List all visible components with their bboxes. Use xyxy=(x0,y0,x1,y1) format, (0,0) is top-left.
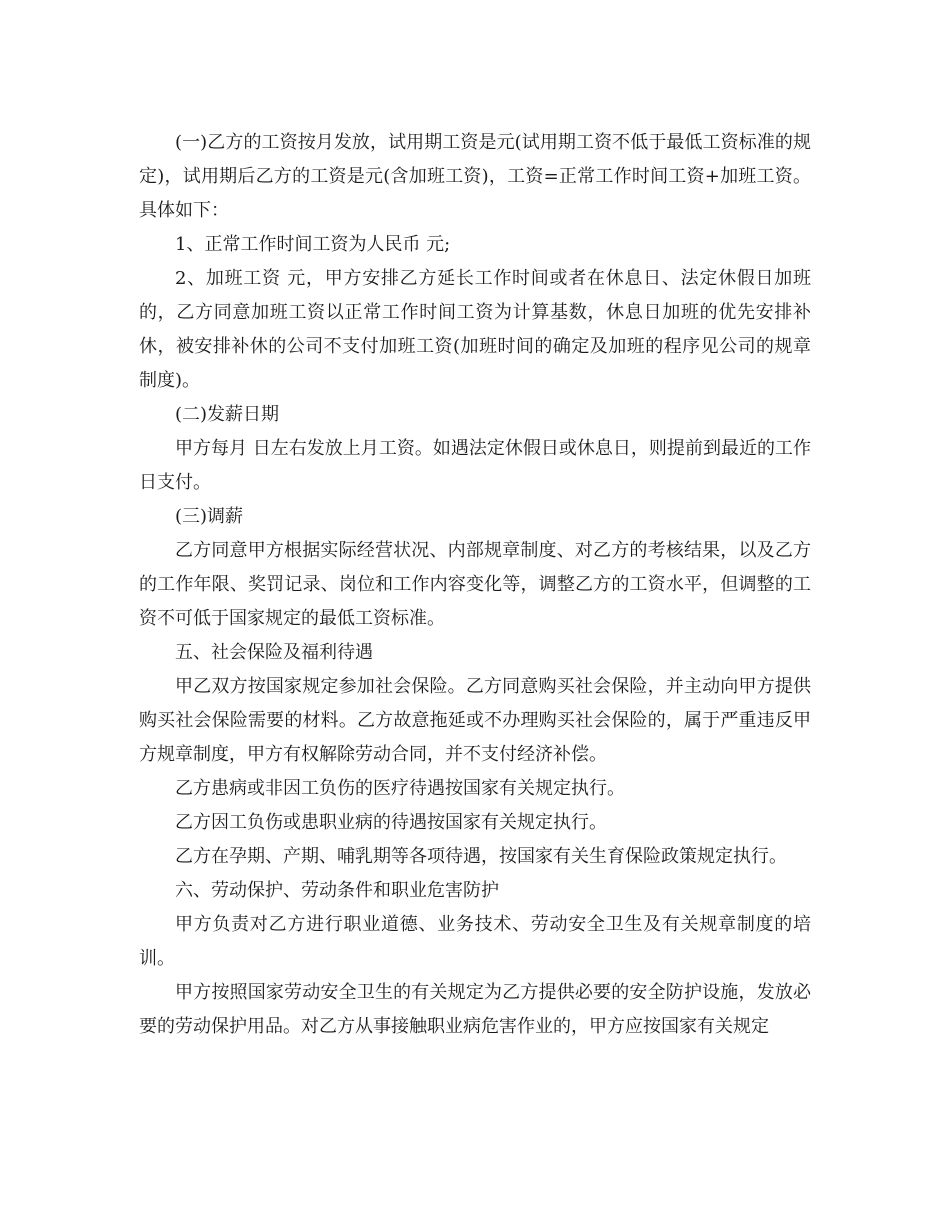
paragraph-training: 甲方负责对乙方进行职业道德、业务技术、劳动安全卫生及有关规章制度的培训。 xyxy=(139,914,811,969)
paragraph-work-injury: 乙方因工负伤或患职业病的待遇按国家有关规定执行。 xyxy=(175,812,607,833)
paragraph-social-insurance: 甲乙双方按国家规定参加社会保险。乙方同意购买社会保险，并主动向甲方提供购买社会保险需要的材料。乙方故意拖延或不办理购买社会保险的，属于严重违反甲方规章制度，甲方有权解除劳动合同，并不支付经济补偿。 xyxy=(139,676,811,765)
paragraph-safety-equipment: 甲方按照国家劳动安全卫生的有关规定为乙方提供必要的安全防护设施，发放必要的劳动保护用品。对乙方从事接触职业病危害作业的，甲方应按国家有关规定 xyxy=(139,982,811,1037)
paragraph-wage-payment: (一)乙方的工资按月发放，试用期工资是元(试用期工资不低于最低工资标准的规定)，试用期后乙方的工资是元(含加班工资)，工资=正常工作时间工资+加班工资。具体如下： xyxy=(139,132,811,221)
heading-social-insurance: 五、社会保险及福利待遇 xyxy=(175,642,373,663)
paragraph-pay-date: 甲方每月 日左右发放上月工资。如遇法定休假日或休息日，则提前到最近的工作日支付。 xyxy=(139,438,811,493)
paragraph-salary-adjustment: 乙方同意甲方根据实际经营状况、内部规章制度、对乙方的考核结果，以及乙方的工作年限、奖罚记录、岗位和工作内容变化等，调整乙方的工资水平，但调整的工资不可低于国家规定的最低工资标准。 xyxy=(139,540,811,629)
heading-pay-date: (二)发薪日期 xyxy=(175,404,280,425)
paragraph-normal-wage: 1、正常工作时间工资为人民币 元; xyxy=(175,234,451,255)
document-body xyxy=(139,126,811,1044)
paragraph-overtime-wage: 2、加班工资 元，甲方安排乙方延长工作时间或者在休息日、法定休假日加班的，乙方同意加班工资以正常工作时间工资为计算基数，休息日加班的优先安排补休，被安排补休的公司不支付加班工资(加班时间的确定及加班的程序见公司的规章制度)。 xyxy=(139,268,811,391)
paragraph-maternity: 乙方在孕期、产期、哺乳期等各项待遇，按国家有关生育保险政策规定执行。 xyxy=(175,846,787,867)
paragraph-medical-treatment: 乙方患病或非因工负伤的医疗待遇按国家有关规定执行。 xyxy=(175,778,625,799)
heading-salary-adjustment: (三)调薪 xyxy=(175,506,244,527)
heading-labor-protection: 六、劳动保护、劳动条件和职业危害防护 xyxy=(175,880,499,901)
